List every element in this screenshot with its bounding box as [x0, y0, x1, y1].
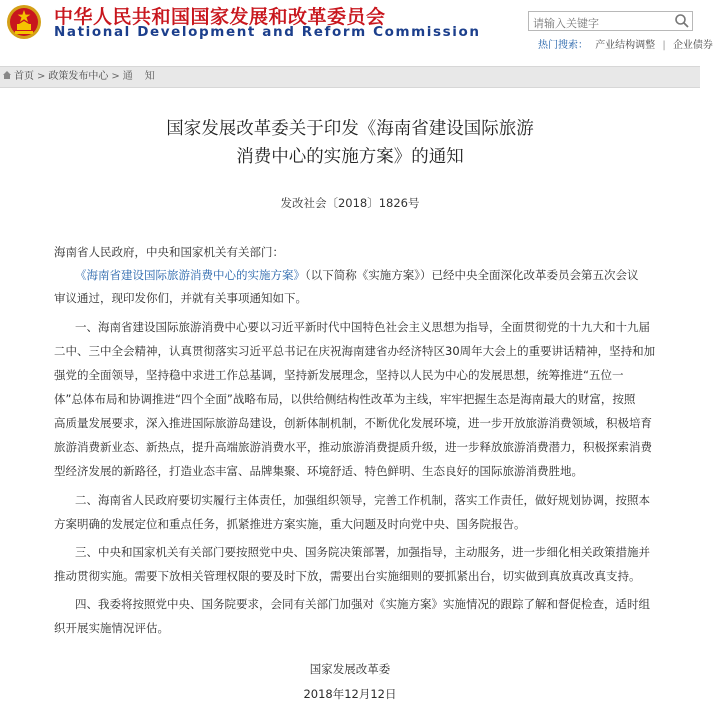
hot-search-link[interactable]: 企业债券 — [672, 40, 713, 51]
site-header — [0, 0, 713, 60]
paragraph-line: 一、海南省建设国际旅游消费中心要以习近平新时代中国特色社会主义思想为指导，全面贯彻党的十九大和十九届 — [75, 320, 650, 334]
issue-date: 2018年12月12日 — [303, 687, 397, 701]
salutation: 海南省人民政府，中央和国家机关有关部门： — [54, 245, 284, 259]
hot-search-label: 热门搜索： — [538, 40, 588, 51]
breadcrumb-separator: > — [111, 71, 120, 82]
breadcrumb-policy-center[interactable]: 政策发布中心 — [48, 71, 109, 82]
paragraph-line: 型经济发展的新路径，打造业态丰富、品牌集聚、环境舒适、特色鲜明、生态良好的国际旅游消费胜地。 — [54, 464, 583, 478]
paragraph-line: 织开展实施情况评估。 — [54, 621, 169, 635]
paragraph-line: 旅游消费新业态、新热点，提升高端旅游消费水平，推动旅游消费提质升级，进一步释放旅游消费潜力，积极探索消费 — [54, 440, 652, 454]
paragraph-line: 二、海南省人民政府要切实履行主体责任，加强组织领导，完善工作机制，落实工作责任，做好规划协调，按照本 — [75, 493, 650, 507]
national-emblem-icon[interactable] — [6, 3, 42, 41]
article-title-line1: 国家发展改革委关于印发《海南省建设国际旅游 — [166, 119, 534, 139]
paragraph-line: 推动贯彻实施。需要下放相关管理权限的要及时下放，需要出台实施细则的要抓紧出台，切实做到真放真改真支持。 — [54, 569, 641, 583]
intro-line — [75, 267, 711, 283]
home-icon — [2, 70, 12, 80]
breadcrumb — [0, 66, 700, 88]
search-input[interactable] — [529, 15, 663, 33]
plan-document-link[interactable]: 《海南省建设国际旅游消费中心的实施方案》 — [75, 268, 305, 282]
paragraph-line: 二中、三中全会精神，认真贯彻落实习近平总书记在庆祝海南建省办经济特区30周年大会上的重要讲话精神，坚持和加 — [54, 344, 656, 358]
breadcrumb-home[interactable]: 首页 — [14, 71, 34, 82]
hot-search-separator: | — [662, 40, 666, 51]
search-icon[interactable] — [674, 13, 690, 29]
paragraph-line: 高质量发展要求，深入推进国际旅游岛建设，创新体制机制，不断优化发展环境，进一步开放旅游消费领域，积极培育 — [54, 416, 652, 430]
search-box — [528, 11, 693, 31]
paragraph-line: 三、中央和国家机关有关部门要按照党中央、国务院决策部署，加强指导，主动服务，进一步细化相关政策措施并 — [75, 545, 650, 559]
article-title-line2: 消费中心的实施方案》的通知 — [236, 147, 464, 167]
intro-text: （以下简称《实施方案》）已经中央全面深化改革委员会第五次会议 — [305, 268, 639, 282]
paragraph-line: 方案明确的发展定位和重点任务，抓紧推进方案实施，重大问题及时向党中央、国务院报告。 — [54, 517, 526, 531]
breadcrumb-separator: > — [37, 71, 46, 82]
paragraph-line: 四、我委将按照党中央、国务院要求，会同有关部门加强对《实施方案》实施情况的跟踪了解和督促检查，适时组 — [75, 597, 650, 611]
signature: 国家发展改革委 — [309, 662, 391, 676]
paragraph-line: 审议通过，现印发你们，并就有关事项通知如下。 — [54, 291, 307, 305]
hot-search-link[interactable]: 产业结构调整 — [595, 40, 656, 51]
paragraph-line: 体”总体布局和协调推进“四个全面”战略布局，以供给侧结构性改革为主线，牢牢把握生态是海南最大的财富，按照 — [54, 392, 636, 406]
document-number: 发改社会〔2018〕1826号 — [280, 196, 420, 210]
hot-search — [538, 36, 713, 51]
site-title-english[interactable]: National Development and Reform Commission — [54, 24, 481, 40]
site-title-chinese[interactable]: 中华人民共和国国家发展和改革委员会 — [54, 6, 386, 28]
paragraph-line: 强党的全面领导，坚持稳中求进工作总基调，坚持新发展理念，坚持以人民为中心的发展思想，统筹推进“五位一 — [54, 368, 624, 382]
breadcrumb-current: 通知 — [122, 71, 167, 82]
